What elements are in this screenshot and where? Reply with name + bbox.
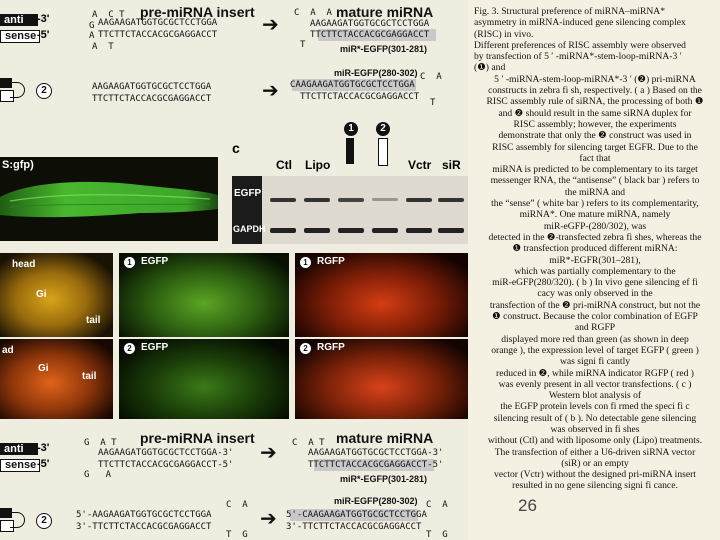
caption-line: orange ), the expression level of target EGFP ( green ) [491, 344, 699, 356]
caption-line: miR-eGFP(280/320). ( b ) In vivo gene silencing ef fi [492, 277, 698, 289]
mature-loop-top: C A A [294, 8, 332, 18]
caption-line: Western blot analysis of [548, 390, 642, 402]
caption-line: demonstrate that only the ❷ construct was used in [498, 130, 692, 142]
caption-line: displayed more red than green (as shown in deep [501, 333, 689, 345]
row2-mature-seq-top: CAAGAAGATGGTGCGCTCCTGGA [290, 80, 415, 90]
row2-mature-loop-bottom: T [430, 98, 436, 108]
anti-bar: anti [0, 443, 38, 455]
page-number: 26 [518, 496, 537, 515]
pre-loop-left-2: A [89, 31, 95, 41]
figure-caption [474, 6, 716, 492]
pre-loop-bottom: A T [92, 42, 114, 52]
micro-merge-1 [0, 253, 113, 337]
micro-merge-2 [0, 339, 113, 419]
row4-mature-loop-top: C A [426, 500, 448, 510]
mir-star-label: miR*-EGFP(301-281) [340, 44, 428, 54]
micro-construct-number: 1 [299, 256, 312, 269]
row4-mature-seq-top: 5'-CAAGAAGATGGTGCGCTCCTGGA [286, 510, 427, 520]
caption-line: without (Ctl) and with liposome only (Lipo) treatments. [487, 435, 703, 447]
micro-label-tail: tail [82, 371, 97, 382]
arrow-right-icon: ➔ [262, 12, 279, 36]
caption-line: fact that [579, 152, 611, 164]
row2-pre-seq-top: AAGAAGATGGTGCGCTCCTGGA [92, 82, 212, 92]
lane-construct-2-number: 2 [376, 122, 390, 136]
micro-rgfp-1 [295, 253, 468, 337]
mature-seq-top: AAGAAGATGGTGCGCTCCTGGA [310, 19, 430, 29]
blot-label-gapdh: GAPDH [233, 224, 266, 234]
row2-mature-loop-top: C A [420, 72, 442, 82]
caption-line: RISC assembly rule of siRNA, the processing of both ❶ [486, 96, 704, 108]
mir-star-label: miR*-EGFP(301-281) [340, 474, 428, 484]
caption-line: vector (Vctr) without the designed pri-miRNA insert [494, 469, 696, 481]
row3-pre-seq-top: AAGAAGATGGTGCGCTCCTGGA-3' [98, 448, 234, 458]
egfp-band [338, 198, 364, 202]
construct-2-number: 2 [36, 513, 52, 529]
micro-label-gi: Gi [36, 289, 47, 300]
pre-loop-top: A C T [92, 10, 125, 20]
caption-line: asymmetry in miRNA-induced gene silencing complex [474, 17, 686, 29]
caption-line: detected in the ❷-transfected zebra fi shes, whereas the [488, 231, 702, 243]
gapdh-band [338, 228, 364, 233]
pre-seq-bottom: TTCTTCTACCACGCGAGGACCT [98, 30, 218, 40]
egfp-band [372, 198, 398, 201]
row4-pre-seq-bottom: 3'-TTCTTCTACCACGCGAGGACCT [76, 522, 212, 532]
lane-label-ctl: Ctl [276, 158, 292, 172]
anti-end: -3' [37, 13, 50, 25]
caption-line: RISC assembly; however, the experiments [513, 118, 677, 130]
micro-label-gi: Gi [38, 363, 49, 374]
egfp-band [438, 198, 464, 202]
micro-construct-number: 2 [123, 342, 136, 355]
row3-pre-seq-bottom: TTCTTCTACCACGCGAGGACCT-5' [98, 460, 234, 470]
caption-line: Different preferences of RISC assembly were observed [474, 39, 686, 51]
row4-pre-loop-top: C A [226, 500, 248, 510]
micro-construct-number: 1 [123, 256, 136, 269]
fish-gfp-image [0, 157, 218, 241]
caption-line: RISC assembly for silencing target EGFR. Due to the [492, 141, 698, 153]
caption-line: was observed in fi shes [550, 423, 640, 435]
caption-line: by transfection of 5 ′ -miRNA*-stem-loop-miRNA-3 ′ [474, 51, 682, 63]
caption-line: Fig. 3. Structural preference of miRNA–miRNA* [474, 6, 666, 17]
micro-label-rgfp: RGFP [317, 342, 345, 353]
caption-line: 5 ′ -miRNA-stem-loop-miRNA*-3 ′ (❷) pri-miRNA [494, 73, 696, 85]
pre-seq-top: AAGAAGATGGTGCGCTCCTGGA [98, 18, 218, 28]
sense-bar: sense [0, 459, 40, 472]
arrow-right-icon: ➔ [260, 506, 277, 530]
caption-line: miR*-EGFR(301–281), [549, 254, 641, 266]
egfp-band [406, 198, 432, 202]
gapdh-band [270, 228, 296, 233]
caption-line: which was partially complementary to the [514, 265, 676, 277]
caption-line: (RISC) in vivo. [474, 28, 534, 40]
caption-line: miR-eGFP-(280/302), was [543, 220, 647, 232]
row3-mature-seq-bottom: TTCTTCTACCACGCGAGGACCT-5' [308, 460, 444, 470]
mir-label: miR-EGFP(280-302) [334, 496, 418, 506]
construct-2-number: 2 [36, 83, 52, 99]
construct-2-loop [10, 512, 25, 528]
panel-c-letter: c [232, 140, 240, 156]
row2-pre-seq-bottom: TTCTTCTACCACGCGAGGACCT [92, 94, 212, 104]
micro-egfp-2 [119, 339, 289, 419]
micro-label-egfp: EGFP [141, 342, 169, 353]
caption-line: miRNA is predicted to be complementary to its target [492, 164, 698, 176]
row4-pre-seq-top: 5'-AAGAAGATGGTGCGCTCCTGGA [76, 510, 212, 520]
micro-rgfp-2 [295, 339, 468, 419]
mature-mirna-title: mature miRNA [336, 430, 434, 446]
row3-pre-loop-bottom: G A [84, 470, 112, 480]
caption-line: ❶ construct. Because the color combination of EGFP [492, 311, 698, 323]
blot-label-egfp: EGFP [234, 188, 262, 199]
row2-mature-seq-bottom: TTCTTCTACCACGCGAGGACCT [300, 92, 420, 102]
micro-label-rgfp: RGFP [317, 256, 345, 267]
lane-1-construct-icon [346, 138, 354, 164]
anti-end: -3' [37, 442, 50, 454]
micro-label-head: ad [2, 345, 14, 356]
caption-line: messenger RNA, the “antisense” ( black bar ) refers to [490, 175, 700, 187]
caption-line: silencing result of ( b ). No detectable gene silencing [493, 412, 697, 424]
arrow-right-icon: ➔ [260, 440, 277, 464]
caption-line: (siR) or an empty [561, 457, 629, 469]
caption-line: was signi fi cantly [559, 356, 631, 368]
construct-2-loop [10, 82, 25, 98]
western-blot-image [232, 176, 468, 244]
caption-line: (❶) and [474, 62, 506, 74]
pre-mirna-title: pre-miRNA insert [140, 430, 255, 446]
caption-line: ❶ transfection produced different miRNA: [512, 243, 678, 255]
row4-mature-loop-bottom: T G [426, 530, 448, 540]
micro-label-tail: tail [86, 315, 101, 326]
gapdh-band [304, 228, 330, 233]
row3-pre-loop-top: G A T [84, 438, 117, 448]
caption-line: was evenly present in all vector transfections. ( c ) [498, 378, 692, 390]
caption-line: the EGFP protein levels con fi rmed the speci fi c [500, 401, 690, 413]
pre-loop-left-1: G [89, 21, 95, 31]
micro-construct-number: 2 [299, 342, 312, 355]
caption-line: cacy was only observed in the [537, 288, 653, 300]
sense-bar: sense [0, 30, 40, 43]
caption-line: transfection of the ❷ pri-miRNA construct, but not the [489, 299, 701, 311]
egfp-band [304, 198, 330, 202]
lane-label-vctr: Vctr [408, 158, 432, 172]
lane-label-sir: siR [442, 158, 461, 172]
caption-line: the miRNA and [564, 186, 626, 198]
sense-end: -5' [37, 458, 50, 470]
mature-mirna-title: mature miRNA [336, 4, 434, 20]
micro-label-head: head [12, 259, 36, 270]
gapdh-band [438, 228, 464, 233]
caption-line: reduced in ❷, while miRNA indicator RGFP ( red ) [496, 367, 694, 379]
caption-line: constructs in zebra fi sh, respectively. ( a ) Based on the [488, 85, 702, 97]
row4-pre-loop-bottom: T G [226, 530, 248, 540]
sense-end: -5' [37, 29, 50, 41]
lane-label-lipo: Lipo [305, 158, 331, 172]
gapdh-band [372, 228, 398, 233]
row4-mature-seq-bottom: 3'-TTCTTCTACCACGCGAGGACCT [286, 522, 422, 532]
caption-line: the “sense” ( white bar ) refers to its complementarity, [491, 198, 699, 210]
row3-mature-loop-top: C A T [292, 438, 325, 448]
caption-line: miRNA*. One mature miRNA, namely [519, 209, 671, 221]
anti-bar: anti [0, 14, 38, 26]
mature-loop-bottom: T [300, 40, 306, 50]
gapdh-band [406, 228, 432, 233]
caption-line: and ❷ should result in the same siRNA duplex for [498, 107, 692, 119]
mature-seq-bottom: TTCTTCTACCACGCGAGGACCT [310, 30, 430, 40]
lane-2-construct-icon [378, 138, 388, 166]
row3-mature-seq-top: AAGAAGATGGTGCGCTCCTGGA-3' [308, 448, 444, 458]
caption-line: resulted in no gene silencing signi fi cance. [512, 480, 678, 492]
pre-mirna-title: pre-miRNA insert [140, 4, 255, 20]
caption-line: The transfection of either a U6-driven siRNA vector [494, 446, 696, 458]
caption-line: and RGFP [574, 322, 616, 334]
micro-egfp-1 [119, 253, 289, 337]
panel-b-label: S:gfp) [2, 159, 34, 171]
mir-label: miR-EGFP(280-302) [334, 68, 418, 78]
lane-construct-1-number: 1 [344, 122, 358, 136]
micro-label-egfp: EGFP [141, 256, 169, 267]
arrow-right-icon: ➔ [262, 78, 279, 102]
egfp-band [270, 198, 296, 202]
